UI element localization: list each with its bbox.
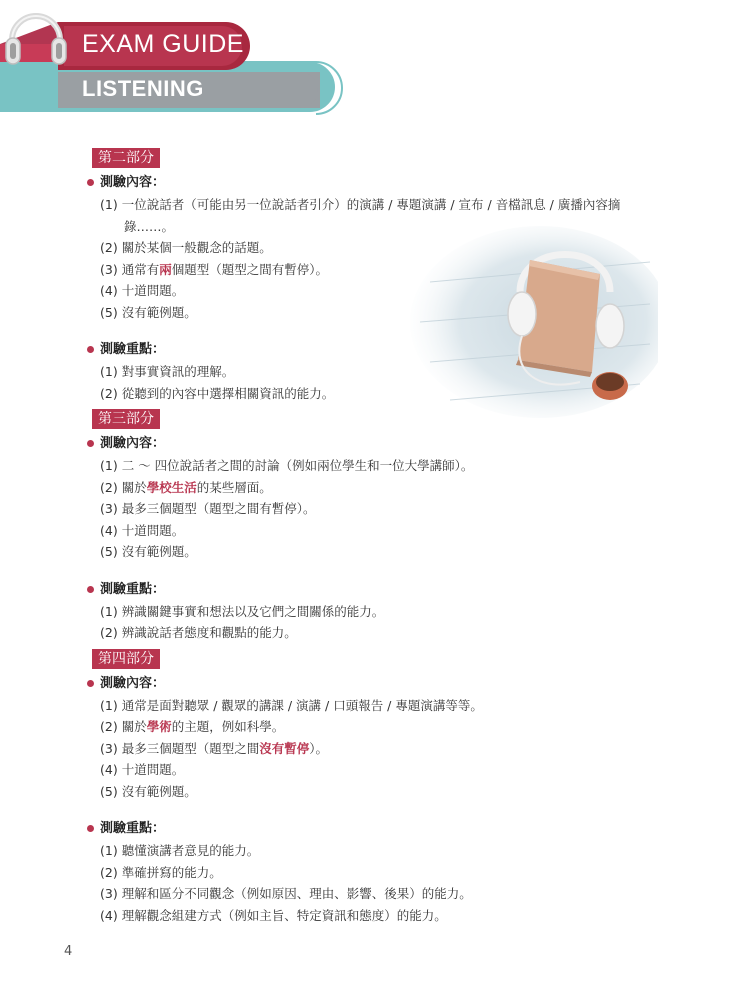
item-list [100,361,650,404]
list-item: (1) 二 〜 四位說話者之間的討論（例如兩位學生和一位大學講師）。 [100,458,474,473]
highlight-text: 兩 [159,261,172,277]
headphones-icon [0,0,72,72]
group-heading: 測驗重點： [90,579,650,601]
list-item: (2) 辨識說話者態度和觀點的能力。 [100,625,297,640]
header-banner-graphic [0,0,730,120]
item-list [100,455,650,563]
list-item: (1) 辨識關鍵事實和想法以及它們之間關係的能力。 [100,603,385,619]
group-heading: 測驗重點： [90,339,650,361]
page-number: 4 [64,944,73,959]
group-heading: 測驗內容： [90,673,650,695]
section-part-two [90,147,650,404]
list-item: (5) 沒有範例題。 [100,304,197,320]
list-item: (2) 關於某個一般觀念的話題。 [100,240,272,255]
item-list [100,695,650,803]
list-item: (4) 十道問題。 [100,283,185,298]
exam-content [90,147,650,926]
list-item: (2) 從聽到的內容中選擇相關資訊的能力。 [100,385,335,401]
section-tag: 第三部分 [92,409,160,429]
highlight-text: 沒有暫停 [259,740,310,756]
list-item: (4) 十道問題。 [100,762,185,777]
list-item: (3) 最多三個題型（題型之間沒有暫停）。 [100,740,329,756]
list-item: (1) 一位說話者（可能由另一位說話者引介）的演講 / 專題演講 / 宣布 / 音檔訊息 / 廣播內容摘 錄……。 [100,197,621,234]
section-part-four [90,648,650,927]
group-heading: 測驗內容： [90,433,650,455]
list-item: (3) 理解和區分不同觀念（例如原因、理由、影響、後果）的能力。 [100,886,472,901]
highlight-text: 學術 [146,719,172,734]
list-item: (2) 關於學校生活的某些層面。 [100,479,272,495]
header-subtitle: LISTENING [82,76,204,101]
header-title: EXAM GUIDE [82,30,244,58]
list-item: (5) 沒有範例題。 [100,783,197,799]
list-item: (3) 最多三個題型（題型之間有暫停）。 [100,501,316,516]
highlight-text: 學校生活 [146,479,197,495]
list-item: (2) 關於學術的主題，例如科學。 [100,719,285,734]
list-item: (1) 對事實資訊的理解。 [100,364,235,379]
list-item: (4) 十道問題。 [100,522,185,538]
list-item: (5) 沒有範例題。 [100,544,197,559]
section-tag: 第二部分 [92,148,160,168]
list-item: (1) 通常是面對聽眾 / 觀眾的講課 / 演講 / 口頭報告 / 專題演講等等。 [100,697,483,713]
group-heading: 測驗重點： [90,818,650,840]
list-item: (4) 理解觀念組建方式（例如主旨、特定資訊和態度）的能力。 [100,907,447,923]
list-item: (1) 聽懂演講者意見的能力。 [100,843,260,858]
item-list [100,194,650,323]
section-tag: 第四部分 [92,649,160,669]
group-heading: 測驗內容： [90,172,650,194]
page-header [0,0,730,120]
list-item: (2) 準確拼寫的能力。 [100,864,222,880]
list-item: (3) 通常有兩個題型（題型之間有暫停）。 [100,261,329,277]
section-part-three [90,408,650,644]
item-list [100,601,650,644]
item-list [100,840,650,926]
